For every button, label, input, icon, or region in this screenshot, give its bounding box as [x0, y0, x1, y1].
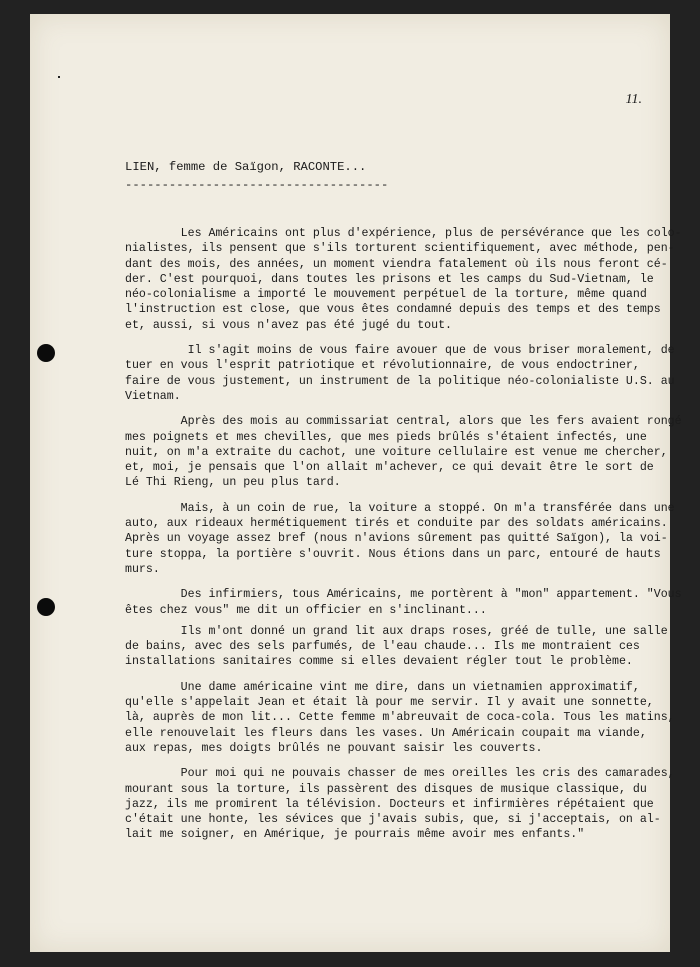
paragraph: Ils m'ont donné un grand lit aux draps roses, gréé de tulle, une salle de bains, avec des sels parfumés, de l'eau chaude... Ils me montraient ces installations sanitaires comme si elles devaient régler tout le problème. [125, 624, 668, 669]
paragraph: Pour moi qui ne pouvais chasser de mes oreilles les cris des camarades, mourant sous la torture, ils passèrent des disques de musique classique, du jazz, ils me promirent la télévision. Docteurs et infirmières répétaient que c'était une honte, les sévices que j'avais subis, que, si j'acceptais, on al- lait me soigner, en Amérique, je pourrais même avoir mes enfants." [125, 767, 675, 842]
paragraph: Après des mois au commissariat central, alors que les fers avaient rongé mes poignets et mes chevilles, que mes pieds brûlés s'étaient infectés, une nuit, on m'a extraite du cachot, une voiture cellulaire est venue me chercher, et, moi, je pensais que l'on allait m'achever, ce qui devait être le sort de Lé Thi Rieng, un peu plus tard. [125, 415, 682, 490]
paragraph: Mais, à un coin de rue, la voiture a stoppé. On m'a transférée dans une auto, aux rideaux hermétiquement tirés et conduite par des soldats américains. Après un voyage assez bref (nous n'avions sûrement pas quitté Saïgon), la voi- ture stoppa, la portière s'ouvrit. Nous étions dans un parc, entouré de hauts murs. [125, 501, 675, 576]
document-page [30, 14, 682, 952]
document-body [125, 226, 682, 853]
title-underline: ------------------------------------ [125, 178, 389, 192]
punch-hole-top [37, 344, 55, 362]
paragraph: Des infirmiers, tous Américains, me portèrent à "mon" appartement. "Vous êtes chez vous" me dit un officier en s'inclinant... [125, 588, 682, 617]
paragraph: Les Américains ont plus d'expérience, plus de persévérance que les colo- nialistes, ils pensent que s'ils torturent scientifiquement, avec méthode, pen- dant des mois, des années, un moment viendra fatalement où ils nous feront cé- der. C'est pourquoi, dans toutes les prisons et les camps du Sud-Vietnam, le néo-colonialisme a importé le mouvement perpétuel de la torture, même quand l'instruction est close, que vous êtes condamné depuis des temps et des temps et, aussi, si vous n'avez pas été jugé du tout. [125, 227, 682, 332]
margin-speck [58, 76, 60, 78]
punch-hole-bottom [37, 598, 55, 616]
document-title: LIEN, femme de Saïgon, RACONTE... [125, 160, 367, 174]
page-number: 11. [625, 92, 642, 107]
paragraph: Une dame américaine vint me dire, dans un vietnamien approximatif, qu'elle s'appelait Jean et était là pour me servir. Il y avait une sonnette, là, auprès de mon lit... Cette femme m'abreuvait de coca-cola. Tous les matins, elle renouvelait les fleurs dans les vases. Un Américain coupait ma viande, aux repas, mes doigts brûlés ne pouvant saisir les couverts. [125, 680, 675, 755]
paragraph: Il s'agit moins de vous faire avouer que de vous briser moralement, de tuer en vous l'esprit patriotique et révolutionnaire, de vous endoctriner, faire de vous justement, un instrument de la politique néo-colonialiste U.S. au Vietnam. [125, 344, 675, 403]
